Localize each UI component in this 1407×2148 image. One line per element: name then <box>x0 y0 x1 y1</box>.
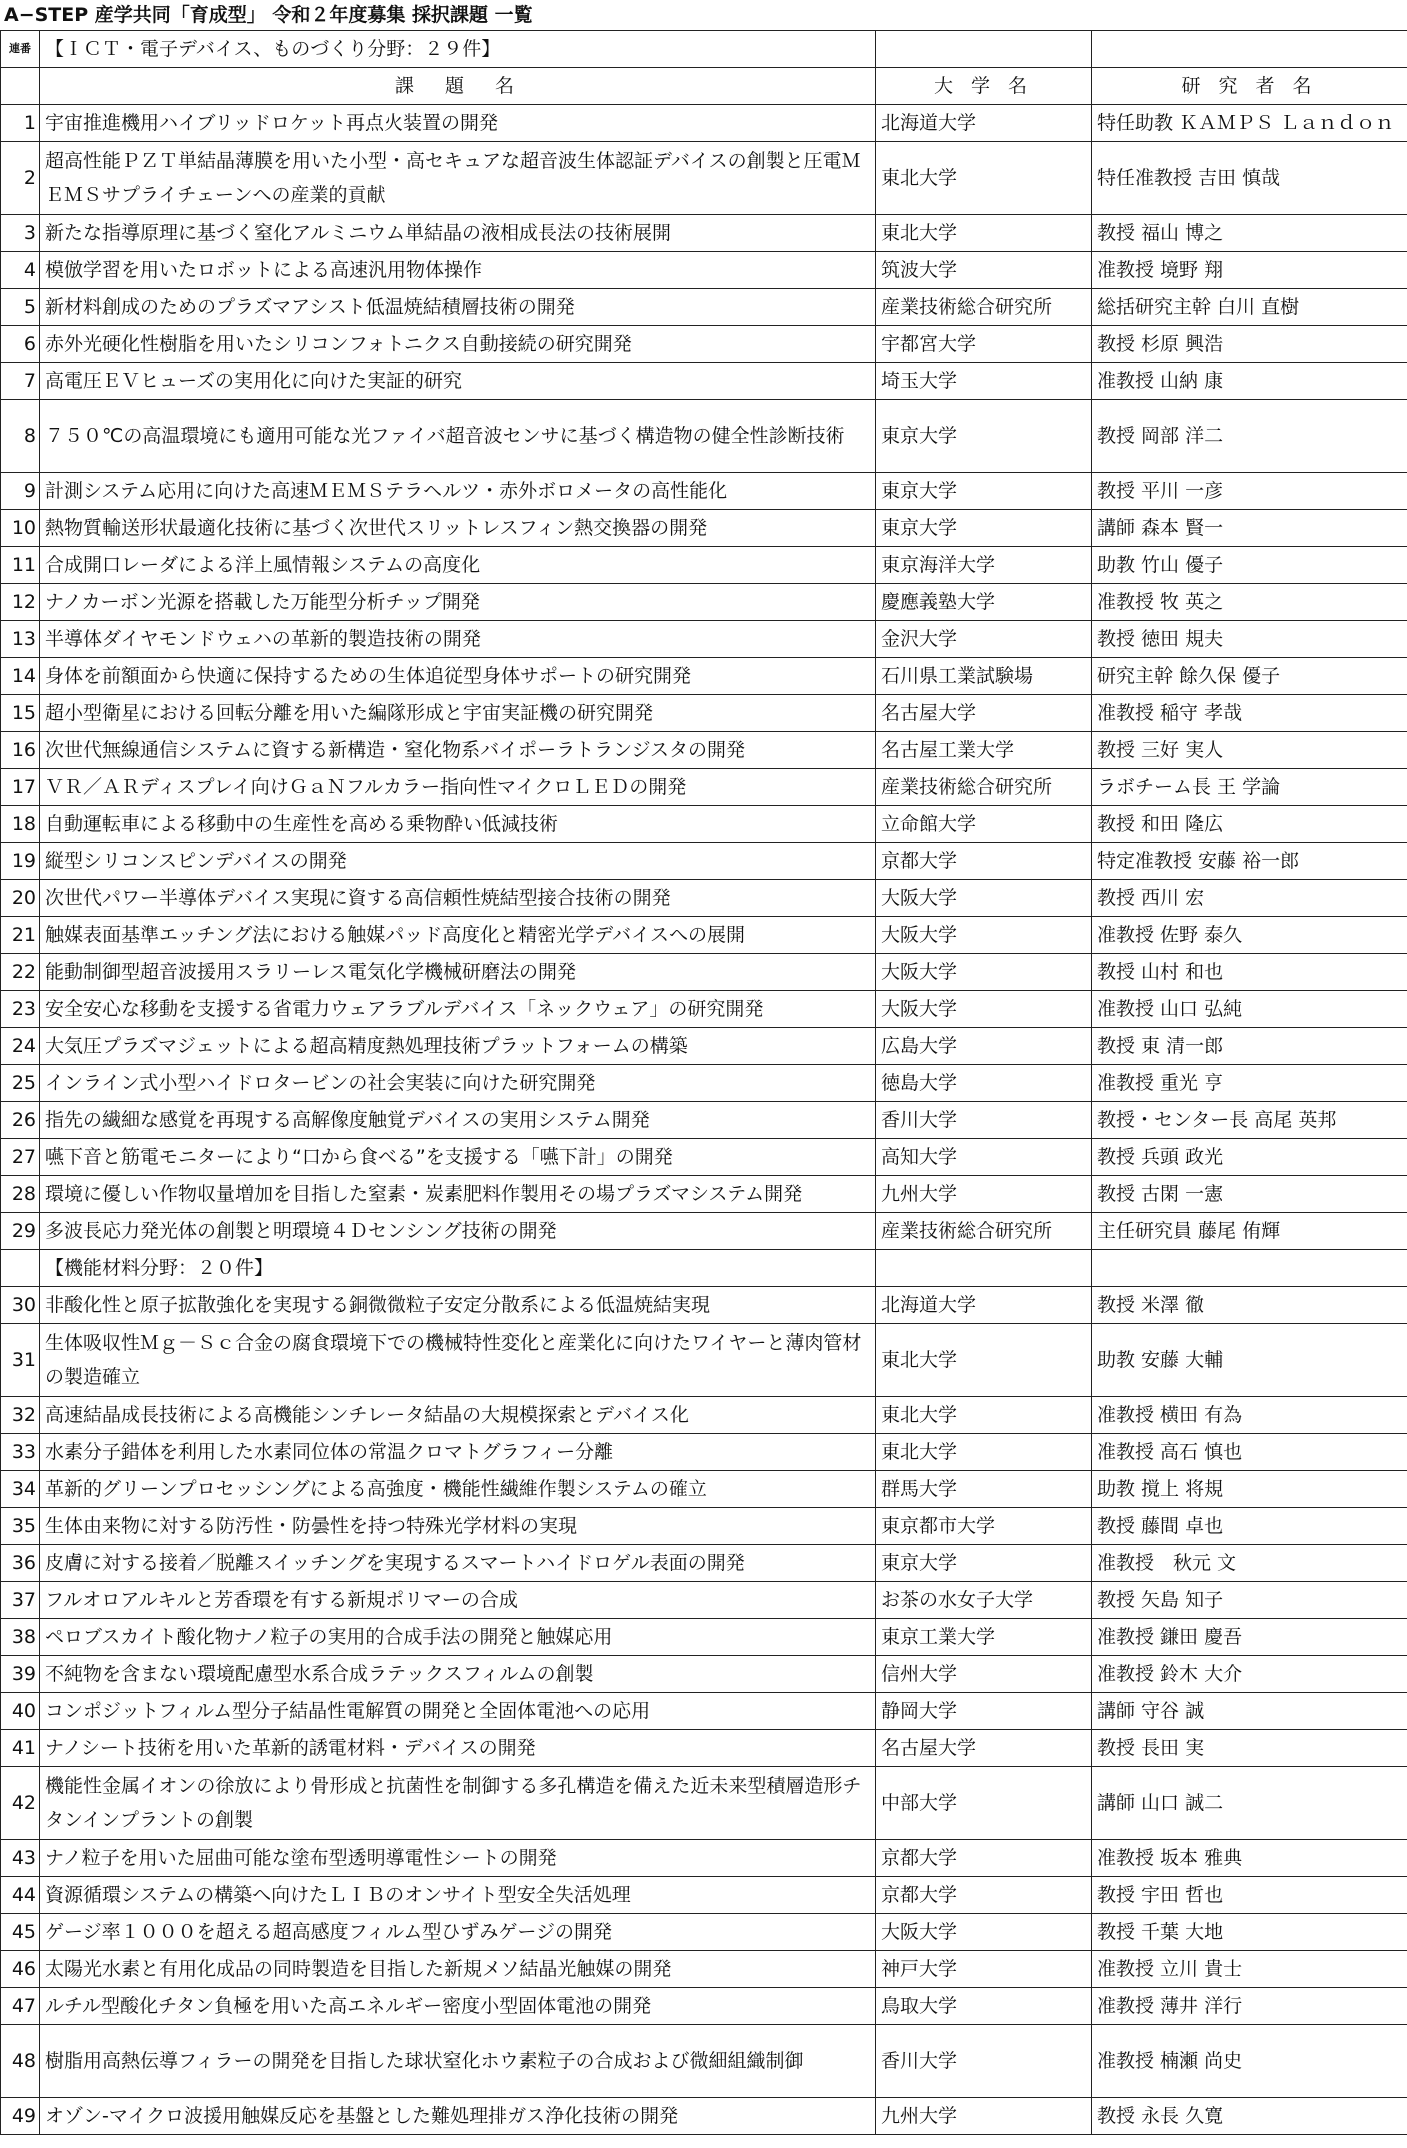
project-title: 触媒表面基準エッチング法における触媒パッド高度化と精密光学デバイスへの展開 <box>40 917 876 954</box>
researcher-name: 教授 三好 実人 <box>1092 732 1407 769</box>
empty-cell <box>1092 31 1407 68</box>
university-name: 東北大学 <box>876 142 1092 215</box>
project-title: 生体吸収性Ｍｇ－Ｓｃ合金の腐食環境下での機械特性変化と産業化に向けたワイヤーと薄肉管材の製造確立 <box>40 1324 876 1397</box>
university-name: 東京大学 <box>876 473 1092 510</box>
university-name: 鳥取大学 <box>876 1988 1092 2025</box>
university-name: 東北大学 <box>876 215 1092 252</box>
researcher-name: 教授 東 清一郎 <box>1092 1028 1407 1065</box>
researcher-name: 講師 山口 誠二 <box>1092 1767 1407 1840</box>
researcher-name: 教授 平川 一彦 <box>1092 473 1407 510</box>
table-row <box>1 215 1407 252</box>
university-name: 北海道大学 <box>876 1287 1092 1324</box>
row-number: 31 <box>1 1324 40 1397</box>
table-row <box>1 547 1407 584</box>
researcher-name: 教授 千葉 大地 <box>1092 1914 1407 1951</box>
university-name: 京都大学 <box>876 1877 1092 1914</box>
university-name: 東京大学 <box>876 510 1092 547</box>
university-name: 東京大学 <box>876 1545 1092 1582</box>
university-name: 香川大学 <box>876 1102 1092 1139</box>
university-name: 九州大学 <box>876 2098 1092 2135</box>
university-name: 東北大学 <box>876 1324 1092 1397</box>
table-row <box>1 1397 1407 1434</box>
table-row <box>1 1471 1407 1508</box>
researcher-name: 准教授 山口 弘純 <box>1092 991 1407 1028</box>
researcher-name: 教授 藤間 卓也 <box>1092 1508 1407 1545</box>
row-number: 19 <box>1 843 40 880</box>
researcher-name: 特定准教授 安藤 裕一郎 <box>1092 843 1407 880</box>
column-header-title: 課 題 名 <box>40 68 876 105</box>
table-row <box>1 363 1407 400</box>
project-title: 能動制御型超音波援用スラリーレス電気化学機械研磨法の開発 <box>40 954 876 991</box>
row-number: 32 <box>1 1397 40 1434</box>
researcher-name: 助教 撹上 将規 <box>1092 1471 1407 1508</box>
university-name: 大阪大学 <box>876 880 1092 917</box>
table-body <box>1 31 1407 2135</box>
researcher-name: 助教 安藤 大輔 <box>1092 1324 1407 1397</box>
project-title: 高電圧ＥＶヒューズの実用化に向けた実証的研究 <box>40 363 876 400</box>
empty-cell <box>1 68 40 105</box>
table-row <box>1 1545 1407 1582</box>
researcher-name: 准教授 鈴木 大介 <box>1092 1656 1407 1693</box>
university-name: 信州大学 <box>876 1656 1092 1693</box>
university-name: 東京海洋大学 <box>876 547 1092 584</box>
row-number: 38 <box>1 1619 40 1656</box>
researcher-name: 准教授 稲守 孝哉 <box>1092 695 1407 732</box>
table-row <box>1 1139 1407 1176</box>
row-number: 11 <box>1 547 40 584</box>
university-name: 産業技術総合研究所 <box>876 1213 1092 1250</box>
project-title: 自動運転車による移動中の生産性を高める乗物酔い低減技術 <box>40 806 876 843</box>
table-row <box>1 510 1407 547</box>
project-title: 樹脂用高熱伝導フィラーの開発を目指した球状窒化ホウ素粒子の合成および微細組織制御 <box>40 2025 876 2098</box>
project-title: ナノシート技術を用いた革新的誘電材料・デバイスの開発 <box>40 1730 876 1767</box>
project-title: インライン式小型ハイドロタービンの社会実装に向けた研究開発 <box>40 1065 876 1102</box>
researcher-name: 准教授 楠瀬 尚史 <box>1092 2025 1407 2098</box>
table-row <box>1 326 1407 363</box>
table-row <box>1 1693 1407 1730</box>
project-title: 多波長応力発光体の創製と明環境４Ｄセンシング技術の開発 <box>40 1213 876 1250</box>
column-header-researcher: 研 究 者 名 <box>1092 68 1407 105</box>
table-row <box>1 1767 1407 1840</box>
project-title: 生体由来物に対する防汚性・防曇性を持つ特殊光学材料の実現 <box>40 1508 876 1545</box>
university-name: 名古屋大学 <box>876 695 1092 732</box>
researcher-name: 准教授 薄井 洋行 <box>1092 1988 1407 2025</box>
table-row <box>1 991 1407 1028</box>
row-number: 45 <box>1 1914 40 1951</box>
row-number: 49 <box>1 2098 40 2135</box>
university-name: 九州大学 <box>876 1176 1092 1213</box>
table-row <box>1 1213 1407 1250</box>
project-title: 太陽光水素と有用化成品の同時製造を目指した新規メソ結晶光触媒の開発 <box>40 1951 876 1988</box>
table-row <box>1 1656 1407 1693</box>
section-row <box>1 31 1407 68</box>
header-row <box>1 68 1407 105</box>
table-row <box>1 1434 1407 1471</box>
table-row <box>1 954 1407 991</box>
row-number: 27 <box>1 1139 40 1176</box>
row-number: 25 <box>1 1065 40 1102</box>
table-row <box>1 473 1407 510</box>
project-title: 熱物質輸送形状最適化技術に基づく次世代スリットレスフィン熱交換器の開発 <box>40 510 876 547</box>
project-title: 縦型シリコンスピンデバイスの開発 <box>40 843 876 880</box>
researcher-name: 教授 岡部 洋二 <box>1092 400 1407 473</box>
row-number: 12 <box>1 584 40 621</box>
project-title: 非酸化性と原子拡散強化を実現する銅微微粒子安定分散系による低温焼結実現 <box>40 1287 876 1324</box>
university-name: 高知大学 <box>876 1139 1092 1176</box>
row-number: 24 <box>1 1028 40 1065</box>
row-number: 9 <box>1 473 40 510</box>
row-number: 36 <box>1 1545 40 1582</box>
university-name: 慶應義塾大学 <box>876 584 1092 621</box>
row-number: 26 <box>1 1102 40 1139</box>
university-name: 群馬大学 <box>876 1471 1092 1508</box>
row-number: 21 <box>1 917 40 954</box>
row-number: 41 <box>1 1730 40 1767</box>
researcher-name: 教授 兵頭 政光 <box>1092 1139 1407 1176</box>
researcher-name: ラボチーム長 王 学論 <box>1092 769 1407 806</box>
project-title: 新材料創成のためのプラズマアシスト低温焼結積層技術の開発 <box>40 289 876 326</box>
university-name: 大阪大学 <box>876 991 1092 1028</box>
row-number: 29 <box>1 1213 40 1250</box>
table-row <box>1 584 1407 621</box>
row-number: 14 <box>1 658 40 695</box>
university-name: 東京工業大学 <box>876 1619 1092 1656</box>
row-number: 6 <box>1 326 40 363</box>
project-title: 環境に優しい作物収量増加を目指した窒素・炭素肥料作製用その場プラズマシステム開発 <box>40 1176 876 1213</box>
project-title: ７５０℃の高温環境にも適用可能な光ファイバ超音波センサに基づく構造物の健全性診断技術 <box>40 400 876 473</box>
researcher-name: 教授 福山 博之 <box>1092 215 1407 252</box>
empty-cell <box>876 1250 1092 1287</box>
no-header-cell: 連番 <box>1 31 40 68</box>
researcher-name: 教授 山村 和也 <box>1092 954 1407 991</box>
table-row <box>1 1840 1407 1877</box>
university-name: 東京都市大学 <box>876 1508 1092 1545</box>
researcher-name: 教授 長田 実 <box>1092 1730 1407 1767</box>
empty-cell <box>1092 1250 1407 1287</box>
project-title: 嚥下音と筋電モニターにより“口から食べる”を支援する「嚥下計」の開発 <box>40 1139 876 1176</box>
table-row <box>1 1028 1407 1065</box>
row-number: 2 <box>1 142 40 215</box>
researcher-name: 講師 森本 賢一 <box>1092 510 1407 547</box>
project-title: 資源循環システムの構築へ向けたＬＩＢのオンサイト型安全失活処理 <box>40 1877 876 1914</box>
project-title: 不純物を含まない環境配慮型水系合成ラテックスフィルムの創製 <box>40 1656 876 1693</box>
university-name: 神戸大学 <box>876 1951 1092 1988</box>
table-row <box>1 1065 1407 1102</box>
researcher-name: 特任助教 ＫＡＭＰＳ Ｌａｎｄｏｎ <box>1092 105 1407 142</box>
section-label: 【ＩＣＴ・電子デバイス、ものづくり分野：２９件】 <box>40 31 876 68</box>
researcher-name: 准教授 高石 慎也 <box>1092 1434 1407 1471</box>
row-number: 5 <box>1 289 40 326</box>
project-title: 宇宙推進機用ハイブリッドロケット再点火装置の開発 <box>40 105 876 142</box>
university-name: 京都大学 <box>876 1840 1092 1877</box>
university-name: 中部大学 <box>876 1767 1092 1840</box>
project-title: 革新的グリーンプロセッシングによる高強度・機能性繊維作製システムの確立 <box>40 1471 876 1508</box>
table-row <box>1 732 1407 769</box>
row-number: 20 <box>1 880 40 917</box>
university-name: 京都大学 <box>876 843 1092 880</box>
project-title: 超小型衛星における回転分離を用いた編隊形成と宇宙実証機の研究開発 <box>40 695 876 732</box>
researcher-name: 助教 竹山 優子 <box>1092 547 1407 584</box>
section-label: 【機能材料分野：２０件】 <box>40 1250 876 1287</box>
project-title: 計測システム応用に向けた高速ＭＥＭＳテラヘルツ・赤外ボロメータの高性能化 <box>40 473 876 510</box>
row-number: 18 <box>1 806 40 843</box>
project-title: ペロブスカイト酸化物ナノ粒子の実用的合成手法の開発と触媒応用 <box>40 1619 876 1656</box>
row-number: 30 <box>1 1287 40 1324</box>
researcher-name: 研究主幹 餘久保 優子 <box>1092 658 1407 695</box>
project-title: 機能性金属イオンの徐放により骨形成と抗菌性を制御する多孔構造を備えた近未来型積層造形チタンインプラントの創製 <box>40 1767 876 1840</box>
table-row <box>1 2025 1407 2098</box>
university-name: 徳島大学 <box>876 1065 1092 1102</box>
table-row <box>1 252 1407 289</box>
researcher-name: 主任研究員 藤尾 侑輝 <box>1092 1213 1407 1250</box>
table-row <box>1 1508 1407 1545</box>
table-row <box>1 695 1407 732</box>
university-name: 広島大学 <box>876 1028 1092 1065</box>
table-row <box>1 1951 1407 1988</box>
table-row <box>1 806 1407 843</box>
university-name: 筑波大学 <box>876 252 1092 289</box>
project-title: 模倣学習を用いたロボットによる高速汎用物体操作 <box>40 252 876 289</box>
researcher-name: 准教授 鎌田 慶吾 <box>1092 1619 1407 1656</box>
row-number: 4 <box>1 252 40 289</box>
researcher-name: 教授 古閑 一憲 <box>1092 1176 1407 1213</box>
row-number: 43 <box>1 1840 40 1877</box>
row-number: 42 <box>1 1767 40 1840</box>
university-name: 金沢大学 <box>876 621 1092 658</box>
table-row <box>1 843 1407 880</box>
university-name: 大阪大学 <box>876 917 1092 954</box>
row-number: 8 <box>1 400 40 473</box>
researcher-name: 教授 永長 久寛 <box>1092 2098 1407 2135</box>
row-number: 37 <box>1 1582 40 1619</box>
table-row <box>1 880 1407 917</box>
project-title: 超高性能ＰＺＴ単結晶薄膜を用いた小型・高セキュアな超音波生体認証デバイスの創製と圧電ＭＥＭＳサプライチェーンへの産業的貢献 <box>40 142 876 215</box>
project-title: 赤外光硬化性樹脂を用いたシリコンフォトニクス自動接続の研究開発 <box>40 326 876 363</box>
researcher-name: 教授 和田 隆広 <box>1092 806 1407 843</box>
university-name: 産業技術総合研究所 <box>876 289 1092 326</box>
row-number: 15 <box>1 695 40 732</box>
table-row <box>1 1176 1407 1213</box>
row-number: 44 <box>1 1877 40 1914</box>
table-row <box>1 1877 1407 1914</box>
researcher-name: 准教授 秋元 文 <box>1092 1545 1407 1582</box>
table-row <box>1 142 1407 215</box>
row-number: 1 <box>1 105 40 142</box>
table-row <box>1 2098 1407 2135</box>
row-number: 34 <box>1 1471 40 1508</box>
row-number: 47 <box>1 1988 40 2025</box>
researcher-name: 教授・センター長 高尾 英邦 <box>1092 1102 1407 1139</box>
project-title: コンポジットフィルム型分子結晶性電解質の開発と全固体電池への応用 <box>40 1693 876 1730</box>
row-number: 46 <box>1 1951 40 1988</box>
university-name: お茶の水女子大学 <box>876 1582 1092 1619</box>
researcher-name: 講師 守谷 誠 <box>1092 1693 1407 1730</box>
table-row <box>1 1102 1407 1139</box>
researcher-name: 准教授 立川 貴士 <box>1092 1951 1407 1988</box>
page-title: A−STEP 産学共同「育成型」 令和２年度募集 採択課題 一覧 <box>4 4 533 26</box>
row-number: 35 <box>1 1508 40 1545</box>
project-title: 新たな指導原理に基づく窒化アルミニウム単結晶の液相成長法の技術展開 <box>40 215 876 252</box>
researcher-name: 准教授 山納 康 <box>1092 363 1407 400</box>
project-title: 水素分子錯体を利用した水素同位体の常温クロマトグラフィー分離 <box>40 1434 876 1471</box>
university-name: 埼玉大学 <box>876 363 1092 400</box>
table-row <box>1 1582 1407 1619</box>
row-number: 39 <box>1 1656 40 1693</box>
table-row <box>1 1914 1407 1951</box>
row-number: 17 <box>1 769 40 806</box>
university-name: 東北大学 <box>876 1434 1092 1471</box>
project-title: 安全安心な移動を支援する省電力ウェアラブルデバイス「ネックウェア」の研究開発 <box>40 991 876 1028</box>
researcher-name: 准教授 境野 翔 <box>1092 252 1407 289</box>
project-title: ゲージ率１０００を超える超高感度フィルム型ひずみゲージの開発 <box>40 1914 876 1951</box>
researcher-name: 准教授 坂本 雅典 <box>1092 1840 1407 1877</box>
section-row <box>1 1250 1407 1287</box>
table-row <box>1 658 1407 695</box>
researcher-name: 教授 杉原 興浩 <box>1092 326 1407 363</box>
project-title: フルオロアルキルと芳香環を有する新規ポリマーの合成 <box>40 1582 876 1619</box>
project-title: 大気圧プラズマジェットによる超高精度熱処理技術プラットフォームの構築 <box>40 1028 876 1065</box>
researcher-name: 総括研究主幹 白川 直樹 <box>1092 289 1407 326</box>
table-row <box>1 105 1407 142</box>
project-title: ナノカーボン光源を搭載した万能型分析チップ開発 <box>40 584 876 621</box>
university-name: 東京大学 <box>876 400 1092 473</box>
row-number: 33 <box>1 1434 40 1471</box>
table-row <box>1 289 1407 326</box>
row-number: 40 <box>1 1693 40 1730</box>
empty-cell <box>876 31 1092 68</box>
row-number: 13 <box>1 621 40 658</box>
column-header-university: 大 学 名 <box>876 68 1092 105</box>
table-row <box>1 1730 1407 1767</box>
row-number: 10 <box>1 510 40 547</box>
university-name: 香川大学 <box>876 2025 1092 2098</box>
row-number: 7 <box>1 363 40 400</box>
researcher-name: 教授 矢島 知子 <box>1092 1582 1407 1619</box>
row-number: 22 <box>1 954 40 991</box>
university-name: 大阪大学 <box>876 1914 1092 1951</box>
row-number: 48 <box>1 2025 40 2098</box>
project-title: オゾン-マイクロ波援用触媒反応を基盤とした難処理排ガス浄化技術の開発 <box>40 2098 876 2135</box>
table-row <box>1 400 1407 473</box>
table-row <box>1 769 1407 806</box>
project-title: 半導体ダイヤモンドウェハの革新的製造技術の開発 <box>40 621 876 658</box>
researcher-name: 教授 西川 宏 <box>1092 880 1407 917</box>
project-title: 指先の繊細な感覚を再現する高解像度触覚デバイスの実用システム開発 <box>40 1102 876 1139</box>
table-row <box>1 1988 1407 2025</box>
project-title: 身体を前額面から快適に保持するための生体追従型身体サポートの研究開発 <box>40 658 876 695</box>
project-title: ナノ粒子を用いた屈曲可能な塗布型透明導電性シートの開発 <box>40 1840 876 1877</box>
project-title: 次世代パワー半導体デバイス実現に資する高信頼性焼結型接合技術の開発 <box>40 880 876 917</box>
row-number: 16 <box>1 732 40 769</box>
row-number: 3 <box>1 215 40 252</box>
university-name: 石川県工業試験場 <box>876 658 1092 695</box>
table-row <box>1 621 1407 658</box>
project-title: 合成開口レーダによる洋上風情報システムの高度化 <box>40 547 876 584</box>
university-name: 北海道大学 <box>876 105 1092 142</box>
researcher-name: 教授 宇田 哲也 <box>1092 1877 1407 1914</box>
project-title: 次世代無線通信システムに資する新構造・窒化物系バイポーラトランジスタの開発 <box>40 732 876 769</box>
project-title: 高速結晶成長技術による高機能シンチレータ結晶の大規模探索とデバイス化 <box>40 1397 876 1434</box>
university-name: 名古屋大学 <box>876 1730 1092 1767</box>
university-name: 立命館大学 <box>876 806 1092 843</box>
table-row <box>1 1324 1407 1397</box>
researcher-name: 特任准教授 吉田 慎哉 <box>1092 142 1407 215</box>
project-title: ＶＲ／ＡＲディスプレイ向けＧａＮフルカラー指向性マイクロＬＥＤの開発 <box>40 769 876 806</box>
university-name: 名古屋工業大学 <box>876 732 1092 769</box>
university-name: 宇都宮大学 <box>876 326 1092 363</box>
table-row <box>1 1619 1407 1656</box>
no-header-cell <box>1 1250 40 1287</box>
project-title: ルチル型酸化チタン負極を用いた高エネルギー密度小型固体電池の開発 <box>40 1988 876 2025</box>
researcher-name: 准教授 重光 亨 <box>1092 1065 1407 1102</box>
researcher-name: 准教授 牧 英之 <box>1092 584 1407 621</box>
university-name: 大阪大学 <box>876 954 1092 991</box>
researcher-name: 教授 徳田 規夫 <box>1092 621 1407 658</box>
university-name: 産業技術総合研究所 <box>876 769 1092 806</box>
university-name: 東北大学 <box>876 1397 1092 1434</box>
project-title: 皮膚に対する接着／脱離スイッチングを実現するスマートハイドロゲル表面の開発 <box>40 1545 876 1582</box>
table-row <box>1 1287 1407 1324</box>
researcher-name: 教授 米澤 徹 <box>1092 1287 1407 1324</box>
row-number: 28 <box>1 1176 40 1213</box>
researcher-name: 准教授 横田 有為 <box>1092 1397 1407 1434</box>
researcher-name: 准教授 佐野 泰久 <box>1092 917 1407 954</box>
university-name: 静岡大学 <box>876 1693 1092 1730</box>
adopted-projects-table <box>0 30 1407 2135</box>
table-row <box>1 917 1407 954</box>
row-number: 23 <box>1 991 40 1028</box>
